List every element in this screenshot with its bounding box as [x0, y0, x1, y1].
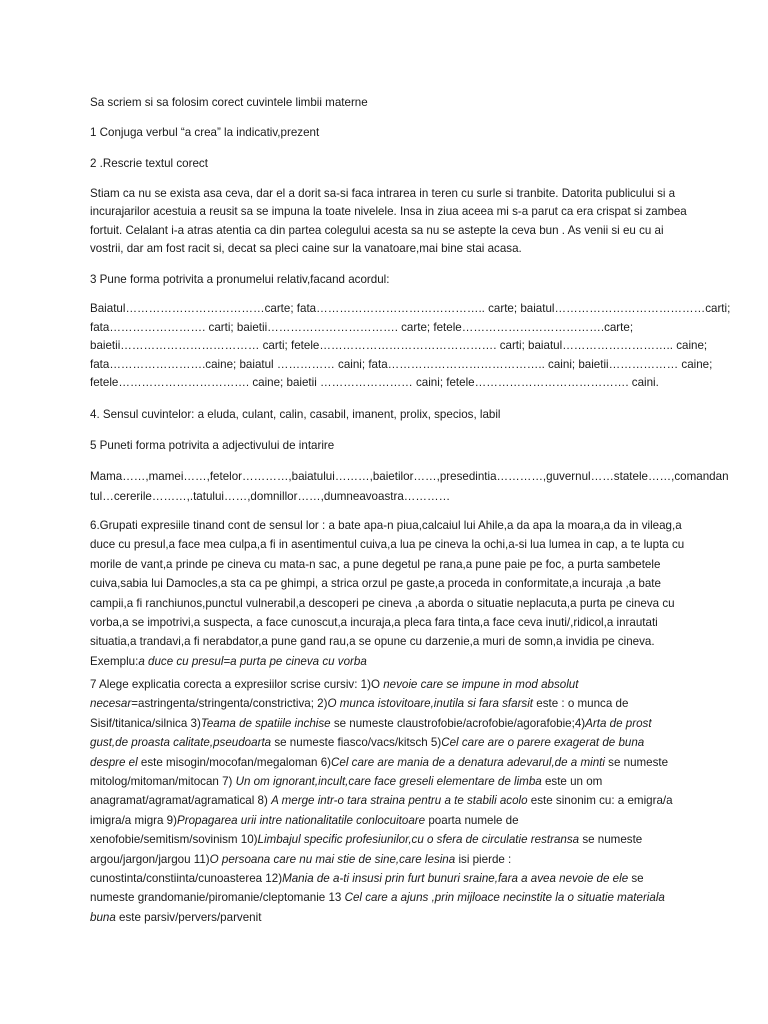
- exercise-6-line: campii,a fi ranchiunos,punctul vulnerabil,a descoperi pe cineva ,a aborda o situatie neplacuta,a purta pe cineva cu: [90, 596, 675, 610]
- italic-expression: Teama de spatiile inchise: [200, 716, 331, 730]
- blank-line: Mama……,mamei……,fetelor…………,baiatului………,baietilor……,presedintia…………,guvernul……statele……,comandan: [90, 470, 729, 483]
- example-label: Exemplu:: [90, 654, 139, 668]
- exercise-7-line: [90, 869, 690, 888]
- text-run: este parsiv/pervers/parvenit: [115, 910, 262, 924]
- italic-expression: necesar: [90, 697, 132, 711]
- text-run: numeste grandomanie/piromanie/cleptomanie 13: [90, 891, 345, 905]
- exercise-1: 1 Conjuga verbul “a crea” la indicativ,prezent: [90, 126, 320, 139]
- exercise-5: 5 Puneti forma potrivita a adjectivului de intarire: [90, 439, 335, 452]
- text-run: 7 Alege explicatia corecta a expresiilor scrise cursiv: 1)O: [90, 678, 384, 691]
- exercise-7-line: [90, 908, 690, 927]
- text-run: se numeste claustrofobie/acrofobie/agorafobie;4): [330, 716, 586, 730]
- exercise-6-line: situatia,a trandavi,a fi nerabdator,a pune gand rau,a se opune cu darzenie,a muri de somn,a invidia pe cineva.: [90, 635, 655, 649]
- exercise-2: 2 .Rescrie textul corect: [90, 157, 208, 170]
- paragraph-line: Stiam ca nu se exista asa ceva, dar el a dorit sa-si faca intrarea in teren cu surle si tranbite. Datorita publicului si a: [90, 187, 676, 200]
- exercise-7: [90, 675, 690, 927]
- italic-expression: Mania de a-ti insusi prin furt bunuri sraine,fara a avea nevoie de ele: [282, 872, 629, 886]
- text-run: este sinonim cu: a emigra/a: [527, 794, 673, 808]
- italic-expression: Cel care are o parere exagerat de buna: [441, 736, 645, 750]
- text-run: argou/jargon/jargou 11): [90, 852, 210, 866]
- exercise-4: 4. Sensul cuvintelor: a eluda, culant, calin, casabil, imanent, prolix, specios, labil: [90, 408, 501, 421]
- exercise-7-line: [90, 714, 690, 733]
- exercise-5-blanks: [90, 467, 729, 507]
- exercise-7-line: [90, 888, 690, 907]
- text-run: isi pierde :: [455, 852, 512, 866]
- italic-expression: Limbajul specific profesiunilor,cu o sfera de circulatie restransa: [257, 833, 580, 847]
- italic-expression: A merge intr-o tara straina pentru a te stabili acolo: [271, 794, 528, 808]
- exercise-7-line: [90, 811, 690, 830]
- italic-expression: Arta de prost: [585, 716, 652, 730]
- text-run: se numeste fiasco/vacs/kitsch 5): [271, 736, 442, 750]
- exercise-7-line: [90, 850, 690, 869]
- text-run: poarta numele de: [425, 813, 519, 827]
- paragraph-line: fortuit. Celalant i-a atras atentia ca din partea colegului acesta sa nu se astepte la ceva bun . As venii si eu cu ai: [90, 223, 664, 237]
- italic-expression: Propagarea urii intre nationalitatile conlocuitoare: [176, 813, 426, 827]
- italic-expression: Cel care are mania de a denatura adevarul,de a minti: [331, 755, 605, 769]
- text-run: anagramat/agramat/agramatical 8): [90, 794, 272, 808]
- blank-line: tul…cererile………,.tatului……,domnillor……,dumneavoastra…………: [90, 490, 451, 503]
- exercise-6-example: [90, 652, 690, 671]
- exercise-6-line: vorba,a se impotrivi,a suspecta, a face cunoscut,a incuraja,a pleca fara tinta,a face ceva inuti/,ridicol,a inrautati: [90, 616, 658, 630]
- italic-expression: buna: [90, 910, 116, 924]
- text-run: este misogin/mocofan/megaloman 6): [137, 755, 332, 769]
- text-run: se: [628, 872, 644, 886]
- exercise-2-text: [90, 185, 687, 259]
- text-run: Sisif/titanica/silnica 3): [90, 716, 201, 730]
- text-run: xenofobie/semitism/sovinism 10): [90, 833, 258, 847]
- text-run: mitolog/mitoman/mitocan 7): [90, 775, 236, 789]
- italic-expression: Cel care a ajuns ,prin mijloace necinstite la o situatie materiala: [344, 891, 665, 905]
- text-run: se numeste: [604, 755, 669, 769]
- exercise-6-line: morile de vant,a prinde pe cineva cu mata-n sac, a pune degetul pe rana,a pune paie pe foc, a purta sambetele: [90, 557, 661, 571]
- italic-expression: O munca istovitoare,inutila si fara sfarsit: [327, 697, 534, 711]
- blank-line: Baiatul………………………………carte; fata…………………………………….. carte; baiatul…………………………………carti;: [90, 302, 731, 315]
- exercise-3: 3 Pune forma potrivita a pronumelui relativ,facand acordul:: [90, 273, 390, 286]
- exercise-7-line: [90, 791, 690, 810]
- exercise-7-line: [90, 675, 690, 694]
- italic-expression: despre el: [90, 755, 138, 769]
- paragraph-line: incurajarilor acestuia a reusit sa se impuna la toate nivelele. Insa in ziua aceea mi s-a parut ca era crispat si zambea: [90, 205, 687, 219]
- text-run: este : o munca de: [533, 697, 629, 711]
- blank-line: fata…………………….caine; baiatul …………… caini; fata………………………………….. caini; baietii……………… caine;: [90, 357, 713, 371]
- text-run: se numeste: [579, 833, 643, 847]
- text-run: cunostinta/constiinta/cunoasterea 12): [90, 872, 283, 886]
- exercise-6-line: 6.Grupati expresiile tinand cont de sensul lor : a bate apa-n piua,calcaiul lui Ahile,a da apa la moara,a da in vileag,a: [90, 519, 682, 532]
- exercise-6: [90, 516, 690, 671]
- document-title: Sa scriem si sa folosim corect cuvintele limbii materne: [90, 96, 368, 109]
- blank-line: baietii……………………………… carti; fetele………………………………………. carti; baiatul……………………….. caine;: [90, 339, 708, 353]
- example-text: a duce cu presul=a purta pe cineva cu vorba: [138, 654, 367, 668]
- text-run: =astringenta/stringenta/constrictiva; 2): [131, 697, 328, 711]
- exercise-7-line: [90, 733, 690, 752]
- blank-line: fata……………………. carti; baietii……………………………. carte; fetele……………………………….carte;: [90, 320, 634, 334]
- italic-expression: Un om ignorant,incult,care face greseli elementare de limba: [235, 775, 542, 789]
- exercise-7-line: [90, 753, 690, 772]
- exercise-7-line: [90, 694, 690, 713]
- paragraph-line: vostrii, dar am fost racit si, decat sa pleci caine sur la vanatoare,mai bine stai acasa.: [90, 242, 522, 256]
- exercise-7-line: [90, 830, 690, 849]
- exercise-7-line: [90, 772, 690, 791]
- italic-expression: O persoana care nu mai stie de sine,care lesina: [209, 852, 456, 866]
- exercise-3-blanks: [90, 300, 731, 393]
- blank-line: fetele……………………………. caine; baietii …………………… caini; fetele…………………………………. caini.: [90, 376, 659, 390]
- exercise-6-line: cuiva,sabia lui Damocles,a sta ca pe ghimpi, a strica orzul pe gaste,a proceda in conformitate,a incuraja ,a bate: [90, 577, 661, 591]
- italic-expression: nevoie care se impune in mod absolut: [383, 678, 579, 691]
- exercise-6-line: duce cu presul,a face mea culpa,a fi in asentimentul cuiva,a lua pe cineva la ochi,a-si lua lumea in cap, a te lupta cu: [90, 538, 685, 552]
- text-run: este un om: [541, 775, 603, 789]
- italic-expression: gust,de proasta calitate,pseudoarta: [90, 736, 272, 750]
- text-run: imigra/a migra 9): [90, 813, 177, 827]
